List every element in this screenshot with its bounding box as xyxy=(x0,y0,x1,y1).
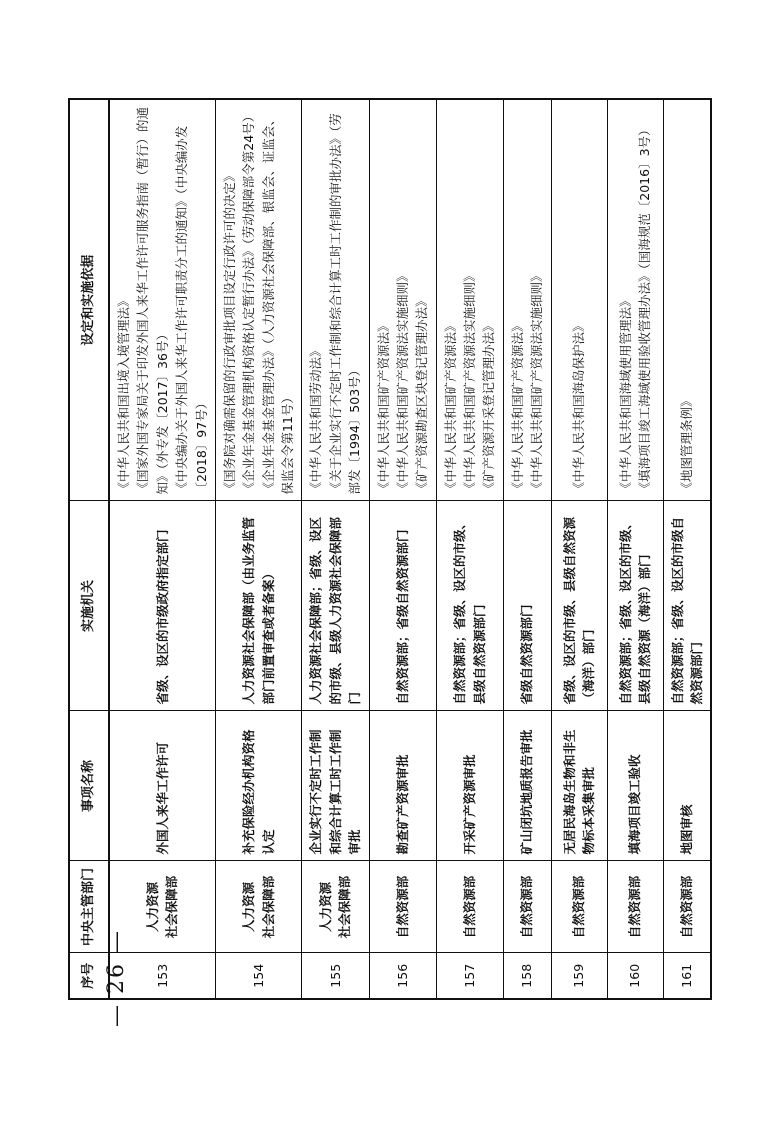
basis-line: 《企业年金基金管理办法》（人力资源社会保障部、银监会、证监会、保监会令第11号） xyxy=(260,113,295,495)
cell-basis xyxy=(607,99,663,501)
cell-item: 开采矿产资源审批 xyxy=(436,711,503,861)
cell-dept xyxy=(436,861,503,953)
dept-line: 自然资源部 xyxy=(571,875,587,939)
dept-line: 自然资源部 xyxy=(394,875,410,939)
dept-line: 社会保障部 xyxy=(337,875,353,939)
table-row xyxy=(369,99,436,999)
basis-line: 《中华人民共和国矿产资源法》 xyxy=(442,319,458,495)
cell-org: 省级、设区的市级政府指定部门 xyxy=(109,501,215,711)
cell-seq: 158 xyxy=(503,953,551,999)
header-dept: 中央主管部门 xyxy=(69,861,109,953)
dept-line: 人力资源 xyxy=(241,882,257,933)
cell-basis xyxy=(663,99,711,501)
cell-org: 省级、设区的市级、县级自然资源（海洋）部门 xyxy=(551,501,607,711)
cell-org: 自然资源部；省级、设区的市级、县级自然资源部门 xyxy=(436,501,503,711)
basis-line: 《关于企业实行不定时工作制和综合计算工时工作制的审批办法》（劳部发〔1994〕503号） xyxy=(327,113,363,495)
cell-item: 企业实行不定时工作制和综合计算工时工作制审批 xyxy=(302,711,369,861)
basis-line: 《中华人民共和国出境入境管理法》 xyxy=(116,294,131,495)
cell-org: 自然资源部；省级、设区的市级、县级自然资源（海洋）部门 xyxy=(607,501,663,711)
cell-basis xyxy=(436,99,503,501)
cell-basis xyxy=(109,99,215,501)
header-basis: 设定和实施依据 xyxy=(69,99,109,501)
cell-basis xyxy=(215,99,302,501)
basis-line: 《中华人民共和国海岛保护法》 xyxy=(571,319,587,495)
table-body xyxy=(109,99,711,999)
cell-seq: 160 xyxy=(607,953,663,999)
cell-basis xyxy=(503,99,551,501)
cell-seq: 161 xyxy=(663,953,711,999)
cell-dept xyxy=(607,861,663,953)
table-row xyxy=(436,99,503,999)
basis-line: 《矿产资源勘查区块登记管理办法》 xyxy=(414,294,430,495)
dept-line: 自然资源部 xyxy=(627,875,643,939)
table-row xyxy=(607,99,663,999)
basis-line: 《国家外国专家局关于印发外国人来华工作许可服务指南（暂行）的通知》（外专发〔2017〕36号） xyxy=(135,106,170,495)
approval-items-table xyxy=(68,98,712,1000)
page-number: — 26 — xyxy=(103,929,129,1027)
cell-item: 勘查矿产资源审批 xyxy=(369,711,436,861)
cell-seq: 153 xyxy=(109,953,215,999)
header-item: 事项名称 xyxy=(69,711,109,861)
cell-item: 无居民海岛生物和非生物标本采集审批 xyxy=(551,711,607,861)
basis-line: 《地图管理条例》 xyxy=(679,394,695,495)
cell-basis xyxy=(551,99,607,501)
cell-org: 省级自然资源部门 xyxy=(503,501,551,711)
basis-line: 《中华人民共和国矿产资源法实施细则》 xyxy=(529,269,545,495)
basis-line: 《矿产资源开采登记管理办法》 xyxy=(481,319,497,495)
cell-seq: 154 xyxy=(215,953,302,999)
cell-org: 人力资源社会保障部；省级、设区的市级、县级人力资源社会保障部门 xyxy=(302,501,369,711)
cell-dept xyxy=(369,861,436,953)
cell-item: 填海项目竣工验收 xyxy=(607,711,663,861)
cell-basis xyxy=(369,99,436,501)
header-seq: 序号 xyxy=(69,953,109,999)
table-row xyxy=(663,99,711,999)
dept-line: 自然资源部 xyxy=(519,875,535,939)
table-row xyxy=(551,99,607,999)
dept-line: 社会保障部 xyxy=(164,875,180,939)
cell-item: 外国人来华工作许可 xyxy=(109,711,215,861)
basis-line: 《填海项目竣工海域使用验收管理办法》（国海规范〔2016〕3号） xyxy=(637,123,652,495)
table-row xyxy=(215,99,302,999)
cell-dept xyxy=(663,861,711,953)
cell-dept xyxy=(215,861,302,953)
cell-item: 地图审核 xyxy=(663,711,711,861)
cell-dept xyxy=(551,861,607,953)
table-row xyxy=(109,99,215,999)
cell-seq: 155 xyxy=(302,953,369,999)
cell-seq: 159 xyxy=(551,953,607,999)
cell-org: 自然资源部；省级、设区的市级自然资源部门 xyxy=(663,501,711,711)
cell-dept xyxy=(503,861,551,953)
cell-seq: 157 xyxy=(436,953,503,999)
table-header-row xyxy=(69,99,109,999)
dept-line: 自然资源部 xyxy=(679,875,695,939)
table-row xyxy=(302,99,369,999)
basis-line: 《中华人民共和国矿产资源法实施细则》 xyxy=(394,269,410,495)
cell-item: 矿山闭坑地质报告审批 xyxy=(503,711,551,861)
dept-line: 自然资源部 xyxy=(462,875,477,939)
cell-basis xyxy=(302,99,369,501)
basis-line: 《中华人民共和国海域使用管理法》 xyxy=(617,294,633,495)
cell-dept xyxy=(302,861,369,953)
dept-line: 人力资源 xyxy=(145,882,161,933)
cell-seq: 156 xyxy=(369,953,436,999)
dept-line: 社会保障部 xyxy=(260,875,276,939)
header-org: 实施机关 xyxy=(69,501,109,711)
dept-line: 人力资源 xyxy=(318,882,334,933)
basis-line: 《中华人民共和国矿产资源法实施细则》 xyxy=(462,269,477,495)
table-row xyxy=(503,99,551,999)
basis-line: 《国务院对确需保留的行政审批项目设定行政许可的决定》 xyxy=(221,169,237,495)
cell-org: 人力资源社会保障部（由业务监管部门前置审查或者备案） xyxy=(215,501,302,711)
basis-line: 《企业年金基金管理机构资格认定暂行办法》（劳动保障部令第24号） xyxy=(241,109,257,495)
basis-line: 《中华人民共和国劳动法》 xyxy=(308,344,324,495)
cell-item: 补充保险经办机构资格认定 xyxy=(215,711,302,861)
basis-line: 《中央编办关于外国人来华工作许可职责分工的通知》（中央编办发〔2018〕97号） xyxy=(174,125,209,495)
cell-org: 自然资源部；省级自然资源部门 xyxy=(369,501,436,711)
basis-line: 《中华人民共和国矿产资源法》 xyxy=(375,319,391,495)
basis-line: 《中华人民共和国矿产资源法》 xyxy=(509,319,525,495)
